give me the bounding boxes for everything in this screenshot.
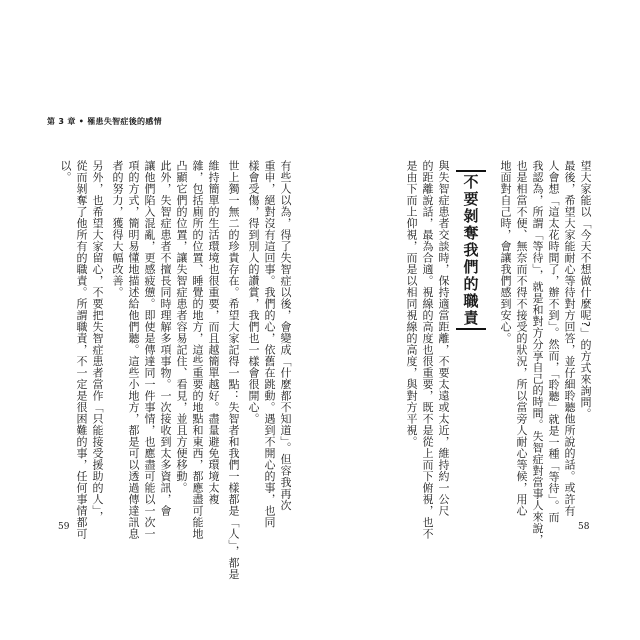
right-col-7: 與失智症患者交談時，保持適當距離，不要太遠或太近，維持約一公尺 [437,160,450,517]
right-col-5: 也是相當不便、無奈而不得不接受的狀況，所以當旁人耐心等候，用心 [515,160,528,517]
right-col-8: 的距離說話，最為合適。視線的高度也很重要，既不是從上而下俯視，也不 [421,160,434,540]
chapter-header: 第 3 章 • 罹患失智症後的感情 [47,117,162,126]
left-col-6: 雜，包括廁所的位置、睡覺的地方，這些重要的地點和東西，都應盡可能地 [191,160,204,540]
page-number-left: 59 [58,522,70,532]
section-heading-box [456,170,486,330]
right-col-4: 我認為，所謂「等待」，就是和對方分享自己的時間。失智症對當事人來說， [531,160,544,546]
left-col-10: 項的方式，簡明易懂地描述給他們聽。這些小地方，都是可以透過傳達訊息 [127,160,140,540]
right-col-6: 地面對自己時，會讓我們感到安心。 [499,160,512,344]
left-col-2: 重申，絕對沒有這回事。我們的心，依舊在跳動。遇到不開心的事，也同 [263,160,276,528]
left-col-1: 有些人以為，得了失智症以後，會變成「什麼都不知道」。但容我再次 [279,160,292,511]
right-col-1: 望大家能以「今天不想做什麼呢?」的方式來詢問。 [579,160,592,420]
left-col-4: 世上獨一無二的珍貴存在。希望大家記得一點：失智者和我們一樣都是「人」，都是 [227,160,240,580]
right-col-9: 是由下而上仰視，而是以相同視線的高度，與對方平視。 [405,160,418,448]
left-col-7: 凸顯它們的位置，讓失智症患者容易記住、看見，並且方便移動。 [175,160,188,494]
left-col-9: 讓他們陷入混亂，更感疲憊。即使是傳達同一件事情，也應盡可能以一次一 [143,160,156,540]
section-heading: 不要剝奪我們的職責 [461,173,480,327]
page-number-right: 58 [578,522,590,532]
left-col-13: 從而剝奪了他所有的職責。所謂職責，不一定是很困難的事，任何事情都可 [75,160,88,540]
left-col-11: 者的努力，獲得大幅改善。 [111,160,124,298]
left-col-14: 以。 [59,160,72,183]
left-col-8: 此外，失智症患者不擅長同時理解多項事物。一次接收到太多資訊，會 [159,160,172,517]
left-col-3: 樣會受傷，得到別人的讚賞，我們也一樣會很開心。 [247,160,260,425]
left-col-5: 維持簡單的生活環境也很重要，而且越簡單越好。盡量避免環境太複 [207,160,220,505]
right-col-3: 人會想「這太花時間了，辦不到」。然而，「聆聽」就是一種「等待」。而 [547,160,560,523]
right-col-2: 最後，希望大家能耐心等待對方回答，並仔細聆聽他所說的話。或許有 [563,160,576,517]
left-col-12: 另外，也希望大家留心，不要把失智症患者當作「只能接受援助的人」， [91,160,104,523]
